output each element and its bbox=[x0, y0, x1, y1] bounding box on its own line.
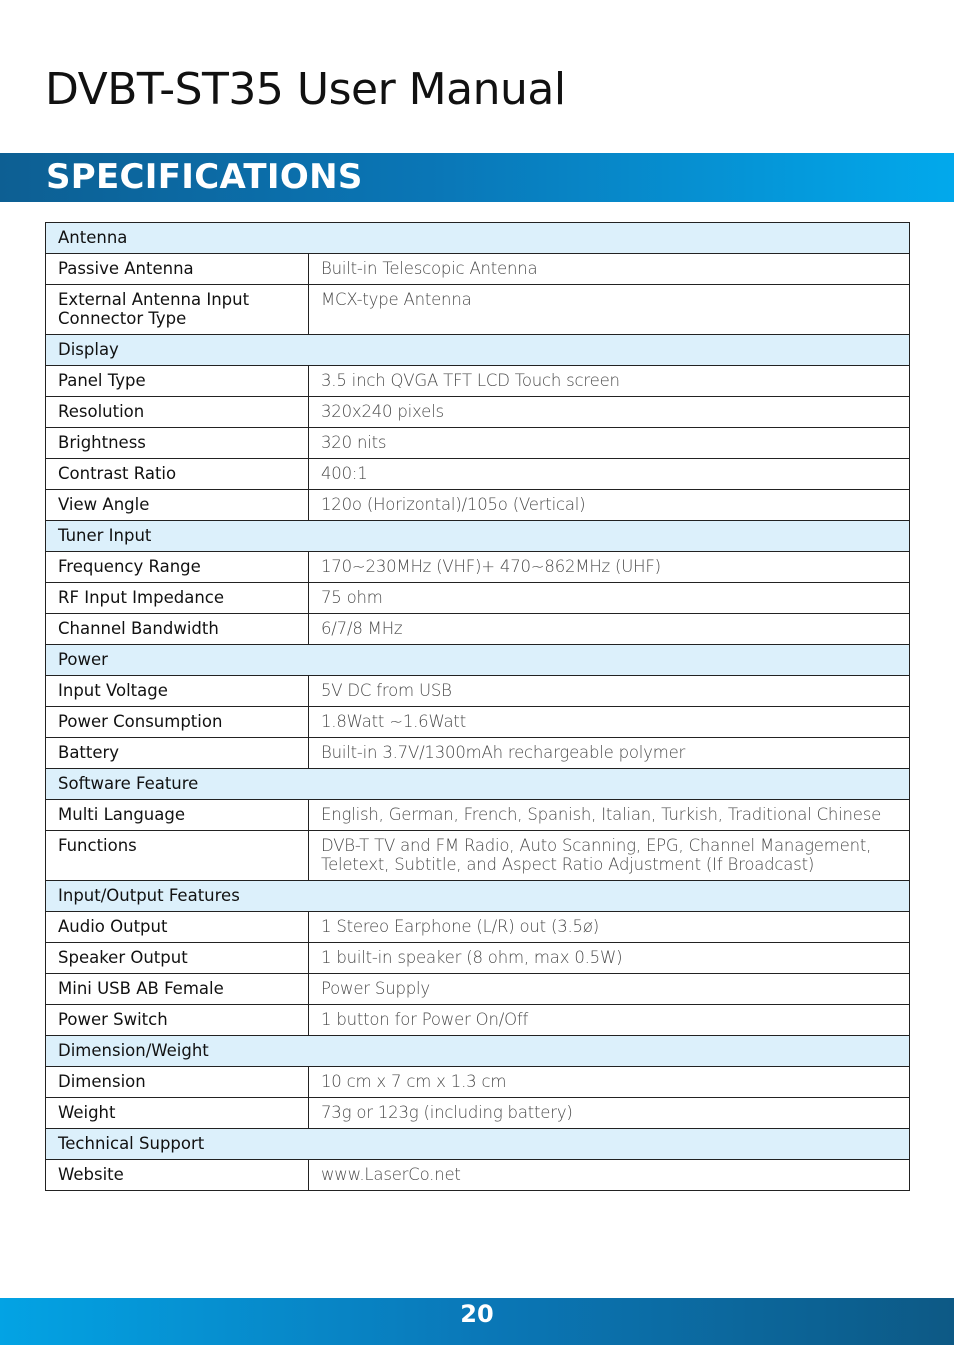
spec-label: Dimension bbox=[46, 1067, 309, 1098]
spec-value: 1 Stereo Earphone (L/R) out (3.5ø) bbox=[309, 912, 910, 943]
table-row bbox=[46, 583, 910, 614]
spec-label: View Angle bbox=[46, 490, 309, 521]
spec-label: Contrast Ratio bbox=[46, 459, 309, 490]
table-row bbox=[46, 943, 910, 974]
spec-value: 3.5 inch QVGA TFT LCD Touch screen bbox=[309, 366, 910, 397]
spec-value: 10 cm x 7 cm x 1.3 cm bbox=[309, 1067, 910, 1098]
table-row bbox=[46, 800, 910, 831]
spec-label: Channel Bandwidth bbox=[46, 614, 309, 645]
table-row bbox=[46, 285, 910, 335]
table-row bbox=[46, 254, 910, 285]
footer-bar bbox=[0, 1298, 954, 1345]
spec-value: Power Supply bbox=[309, 974, 910, 1005]
table-row bbox=[46, 1160, 910, 1191]
category-row bbox=[46, 335, 910, 366]
category-row bbox=[46, 521, 910, 552]
specifications-table bbox=[45, 222, 910, 1191]
spec-value: 75 ohm bbox=[309, 583, 910, 614]
table-row bbox=[46, 1098, 910, 1129]
category-row bbox=[46, 881, 910, 912]
spec-value: 170~230MHz (VHF)+ 470~862MHz (UHF) bbox=[309, 552, 910, 583]
table-row bbox=[46, 676, 910, 707]
spec-value: 1 button for Power On/Off bbox=[309, 1005, 910, 1036]
spec-label: Input Voltage bbox=[46, 676, 309, 707]
table-row bbox=[46, 831, 910, 881]
spec-value: Built-in Telescopic Antenna bbox=[309, 254, 910, 285]
table-row bbox=[46, 459, 910, 490]
spec-label: Mini USB AB Female bbox=[46, 974, 309, 1005]
page-number: 20 bbox=[460, 1300, 494, 1328]
section-banner bbox=[0, 153, 954, 202]
category-row bbox=[46, 769, 910, 800]
table-row bbox=[46, 614, 910, 645]
document-title: DVBT-ST35 User Manual bbox=[45, 64, 566, 115]
spec-value: Built-in 3.7V/1300mAh rechargeable polymer bbox=[309, 738, 910, 769]
spec-value: 320x240 pixels bbox=[309, 397, 910, 428]
category-label: Input/Output Features bbox=[46, 881, 910, 912]
category-label: Technical Support bbox=[46, 1129, 910, 1160]
spec-value: DVB-T TV and FM Radio, Auto Scanning, EPG, Channel Management, Teletext, Subtitle, and Aspect Ratio Adjustment (If Broadcast) bbox=[309, 831, 910, 881]
category-label: Display bbox=[46, 335, 910, 366]
spec-value: 120o (Horizontal)/105o (Vertical) bbox=[309, 490, 910, 521]
spec-value: 5V DC from USB bbox=[309, 676, 910, 707]
section-title: SPECIFICATIONS bbox=[46, 157, 363, 197]
spec-label: Power Consumption bbox=[46, 707, 309, 738]
spec-label: Functions bbox=[46, 831, 309, 881]
category-label: Power bbox=[46, 645, 910, 676]
spec-label: External Antenna Input Connector Type bbox=[46, 285, 309, 335]
spec-value: 1.8Watt ~1.6Watt bbox=[309, 707, 910, 738]
spec-label: Weight bbox=[46, 1098, 309, 1129]
spec-label: Brightness bbox=[46, 428, 309, 459]
spec-value: 320 nits bbox=[309, 428, 910, 459]
spec-value: 1 built-in speaker (8 ohm, max 0.5W) bbox=[309, 943, 910, 974]
table-row bbox=[46, 912, 910, 943]
spec-label: Frequency Range bbox=[46, 552, 309, 583]
spec-value-website[interactable]: www.LaserCo.net bbox=[309, 1160, 910, 1191]
category-row bbox=[46, 1129, 910, 1160]
table-row bbox=[46, 366, 910, 397]
spec-value: 400:1 bbox=[309, 459, 910, 490]
spec-label: Speaker Output bbox=[46, 943, 309, 974]
table-row bbox=[46, 552, 910, 583]
category-label: Software Feature bbox=[46, 769, 910, 800]
spec-value: 6/7/8 MHz bbox=[309, 614, 910, 645]
spec-label: RF Input Impedance bbox=[46, 583, 309, 614]
spec-value: 73g or 123g (including battery) bbox=[309, 1098, 910, 1129]
table-row bbox=[46, 1005, 910, 1036]
spec-label: Panel Type bbox=[46, 366, 309, 397]
spec-label: Multi Language bbox=[46, 800, 309, 831]
spec-value: English, German, French, Spanish, Italian, Turkish, Traditional Chinese bbox=[309, 800, 910, 831]
table-row bbox=[46, 490, 910, 521]
spec-label: Resolution bbox=[46, 397, 309, 428]
spec-label: Audio Output bbox=[46, 912, 309, 943]
spec-label: Power Switch bbox=[46, 1005, 309, 1036]
table-row bbox=[46, 974, 910, 1005]
spec-label: Battery bbox=[46, 738, 309, 769]
table-row bbox=[46, 738, 910, 769]
spec-value: MCX-type Antenna bbox=[309, 285, 910, 335]
category-label: Antenna bbox=[46, 223, 910, 254]
spec-label: Passive Antenna bbox=[46, 254, 309, 285]
table-row bbox=[46, 707, 910, 738]
category-row bbox=[46, 645, 910, 676]
spec-label: Website bbox=[46, 1160, 309, 1191]
category-label: Tuner Input bbox=[46, 521, 910, 552]
category-label: Dimension/Weight bbox=[46, 1036, 910, 1067]
category-row bbox=[46, 1036, 910, 1067]
table-row bbox=[46, 1067, 910, 1098]
category-row bbox=[46, 223, 910, 254]
table-row bbox=[46, 428, 910, 459]
table-row bbox=[46, 397, 910, 428]
